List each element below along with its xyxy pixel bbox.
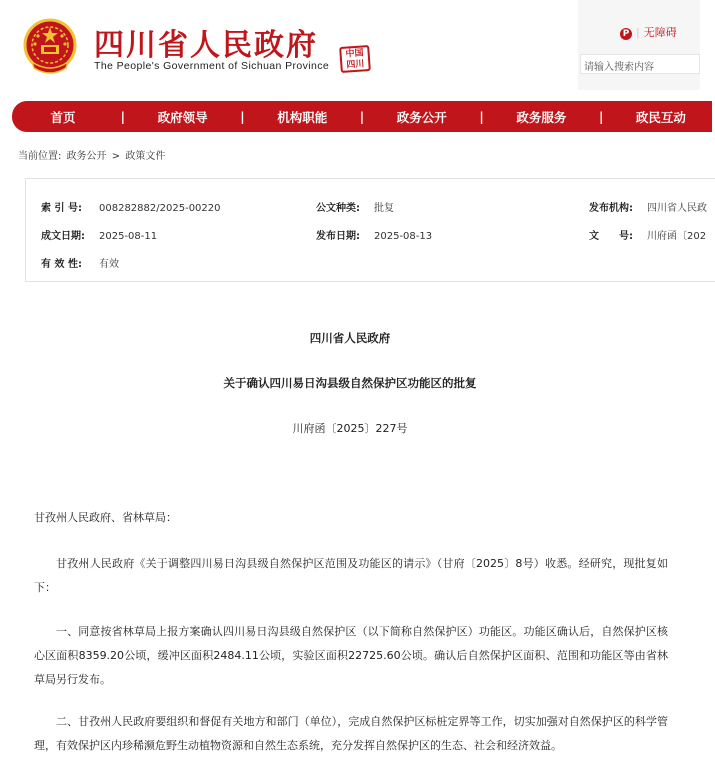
- nav-gov-affairs[interactable]: 政务公开: [396, 109, 447, 125]
- nav-leaders[interactable]: 政府领导: [157, 109, 208, 125]
- meta-validity-value: 有效: [99, 259, 119, 270]
- meta-index: [41, 199, 221, 214]
- document-paragraph: 一、同意按省林草局上报方案确认四川易日沟县级自然保护区（以下简称自然保护区）功能区。功能区确认后，自然保护区核心区面积8359.20公顷，缓冲区面积2484.11公顷，实验区面积22725.60公顷。确认后自然保护区面积、范围和功能区等由省林草局另行发布。: [34, 625, 668, 686]
- meta-category-value: 批复: [374, 203, 394, 214]
- meta-created-value: 2025-08-11: [99, 231, 158, 242]
- meta-validity: [41, 255, 119, 270]
- document-metadata-box: [25, 178, 715, 282]
- meta-published-label: 发布日期:: [316, 231, 360, 242]
- meta-published: [316, 227, 432, 242]
- sichuan-seal-logo: 中国四川: [339, 45, 371, 73]
- meta-index-label: 索 引 号:: [41, 203, 82, 214]
- accessibility-label[interactable]: 无障碍: [643, 26, 677, 39]
- breadcrumb: [18, 147, 167, 162]
- meta-docno: [589, 227, 706, 242]
- national-emblem-icon[interactable]: [22, 18, 78, 76]
- meta-issuer: [589, 199, 707, 214]
- site-title[interactable]: 四川省人民政府: [94, 28, 318, 63]
- top-utility-bar: [578, 0, 700, 90]
- nav-divider: |: [359, 109, 365, 124]
- site-title-english: The People's Government of Sichuan Province: [94, 60, 330, 72]
- meta-issuer-label: 发布机构:: [589, 203, 633, 214]
- accessibility-link[interactable]: P | 无障碍: [620, 24, 677, 40]
- breadcrumb-link-gov-affairs[interactable]: 政务公开: [66, 151, 107, 162]
- meta-issuer-value: 四川省人民政: [647, 203, 707, 214]
- meta-docno-value: 川府函〔202: [647, 231, 707, 242]
- nav-interaction[interactable]: 政民互动: [635, 109, 686, 125]
- breadcrumb-separator: >: [111, 151, 121, 162]
- nav-gov-services[interactable]: 政务服务: [516, 109, 567, 125]
- meta-docno-label: 文 号:: [589, 231, 633, 242]
- breadcrumb-prefix: 当前位置:: [18, 151, 62, 162]
- document-paragraph: 甘孜州人民政府《关于调整四川易日沟县级自然保护区范围及功能区的请示》（甘府〔2025〕8号）收悉。经研究，现批复如下：: [34, 557, 668, 594]
- nav-divider: |: [240, 109, 245, 124]
- document-salutation: 甘孜州人民政府、省林草局：: [34, 511, 177, 524]
- meta-index-value: 008282882/2025-00220: [99, 203, 221, 214]
- nav-divider: |: [120, 109, 126, 124]
- meta-category: [316, 199, 394, 214]
- meta-created: [41, 227, 157, 242]
- pinterest-icon[interactable]: P: [620, 28, 632, 40]
- meta-created-label: 成文日期:: [41, 231, 85, 242]
- meta-validity-label: 有 效 性:: [41, 259, 82, 270]
- meta-published-value: 2025-08-13: [374, 231, 433, 242]
- search-input[interactable]: 请输入搜索内容: [580, 54, 700, 74]
- breadcrumb-link-policy-docs[interactable]: 政策文件: [125, 151, 166, 162]
- site-header: [0, 0, 700, 90]
- document-title: 关于确认四川易日沟县级自然保护区功能区的批复: [223, 376, 477, 390]
- nav-divider: |: [598, 109, 604, 124]
- document-number: 川府函〔2025〕227号: [292, 422, 408, 435]
- nav-institutions[interactable]: 机构职能: [277, 109, 328, 125]
- nav-divider: |: [479, 109, 484, 124]
- nav-home[interactable]: 首页: [50, 109, 76, 125]
- main-nav: [12, 101, 712, 132]
- document-issuer: 四川省人民政府: [309, 331, 391, 345]
- document-paragraph: 二、甘孜州人民政府要组织和督促有关地方和部门（单位），完成自然保护区标桩定界等工作，切实加强对自然保护区的科学管理，有效保护区内珍稀濒危野生动植物资源和自然生态系统，充分发挥自然保护区的生态、社会和经济效益。: [34, 715, 668, 752]
- meta-category-label: 公文种类:: [316, 203, 360, 214]
